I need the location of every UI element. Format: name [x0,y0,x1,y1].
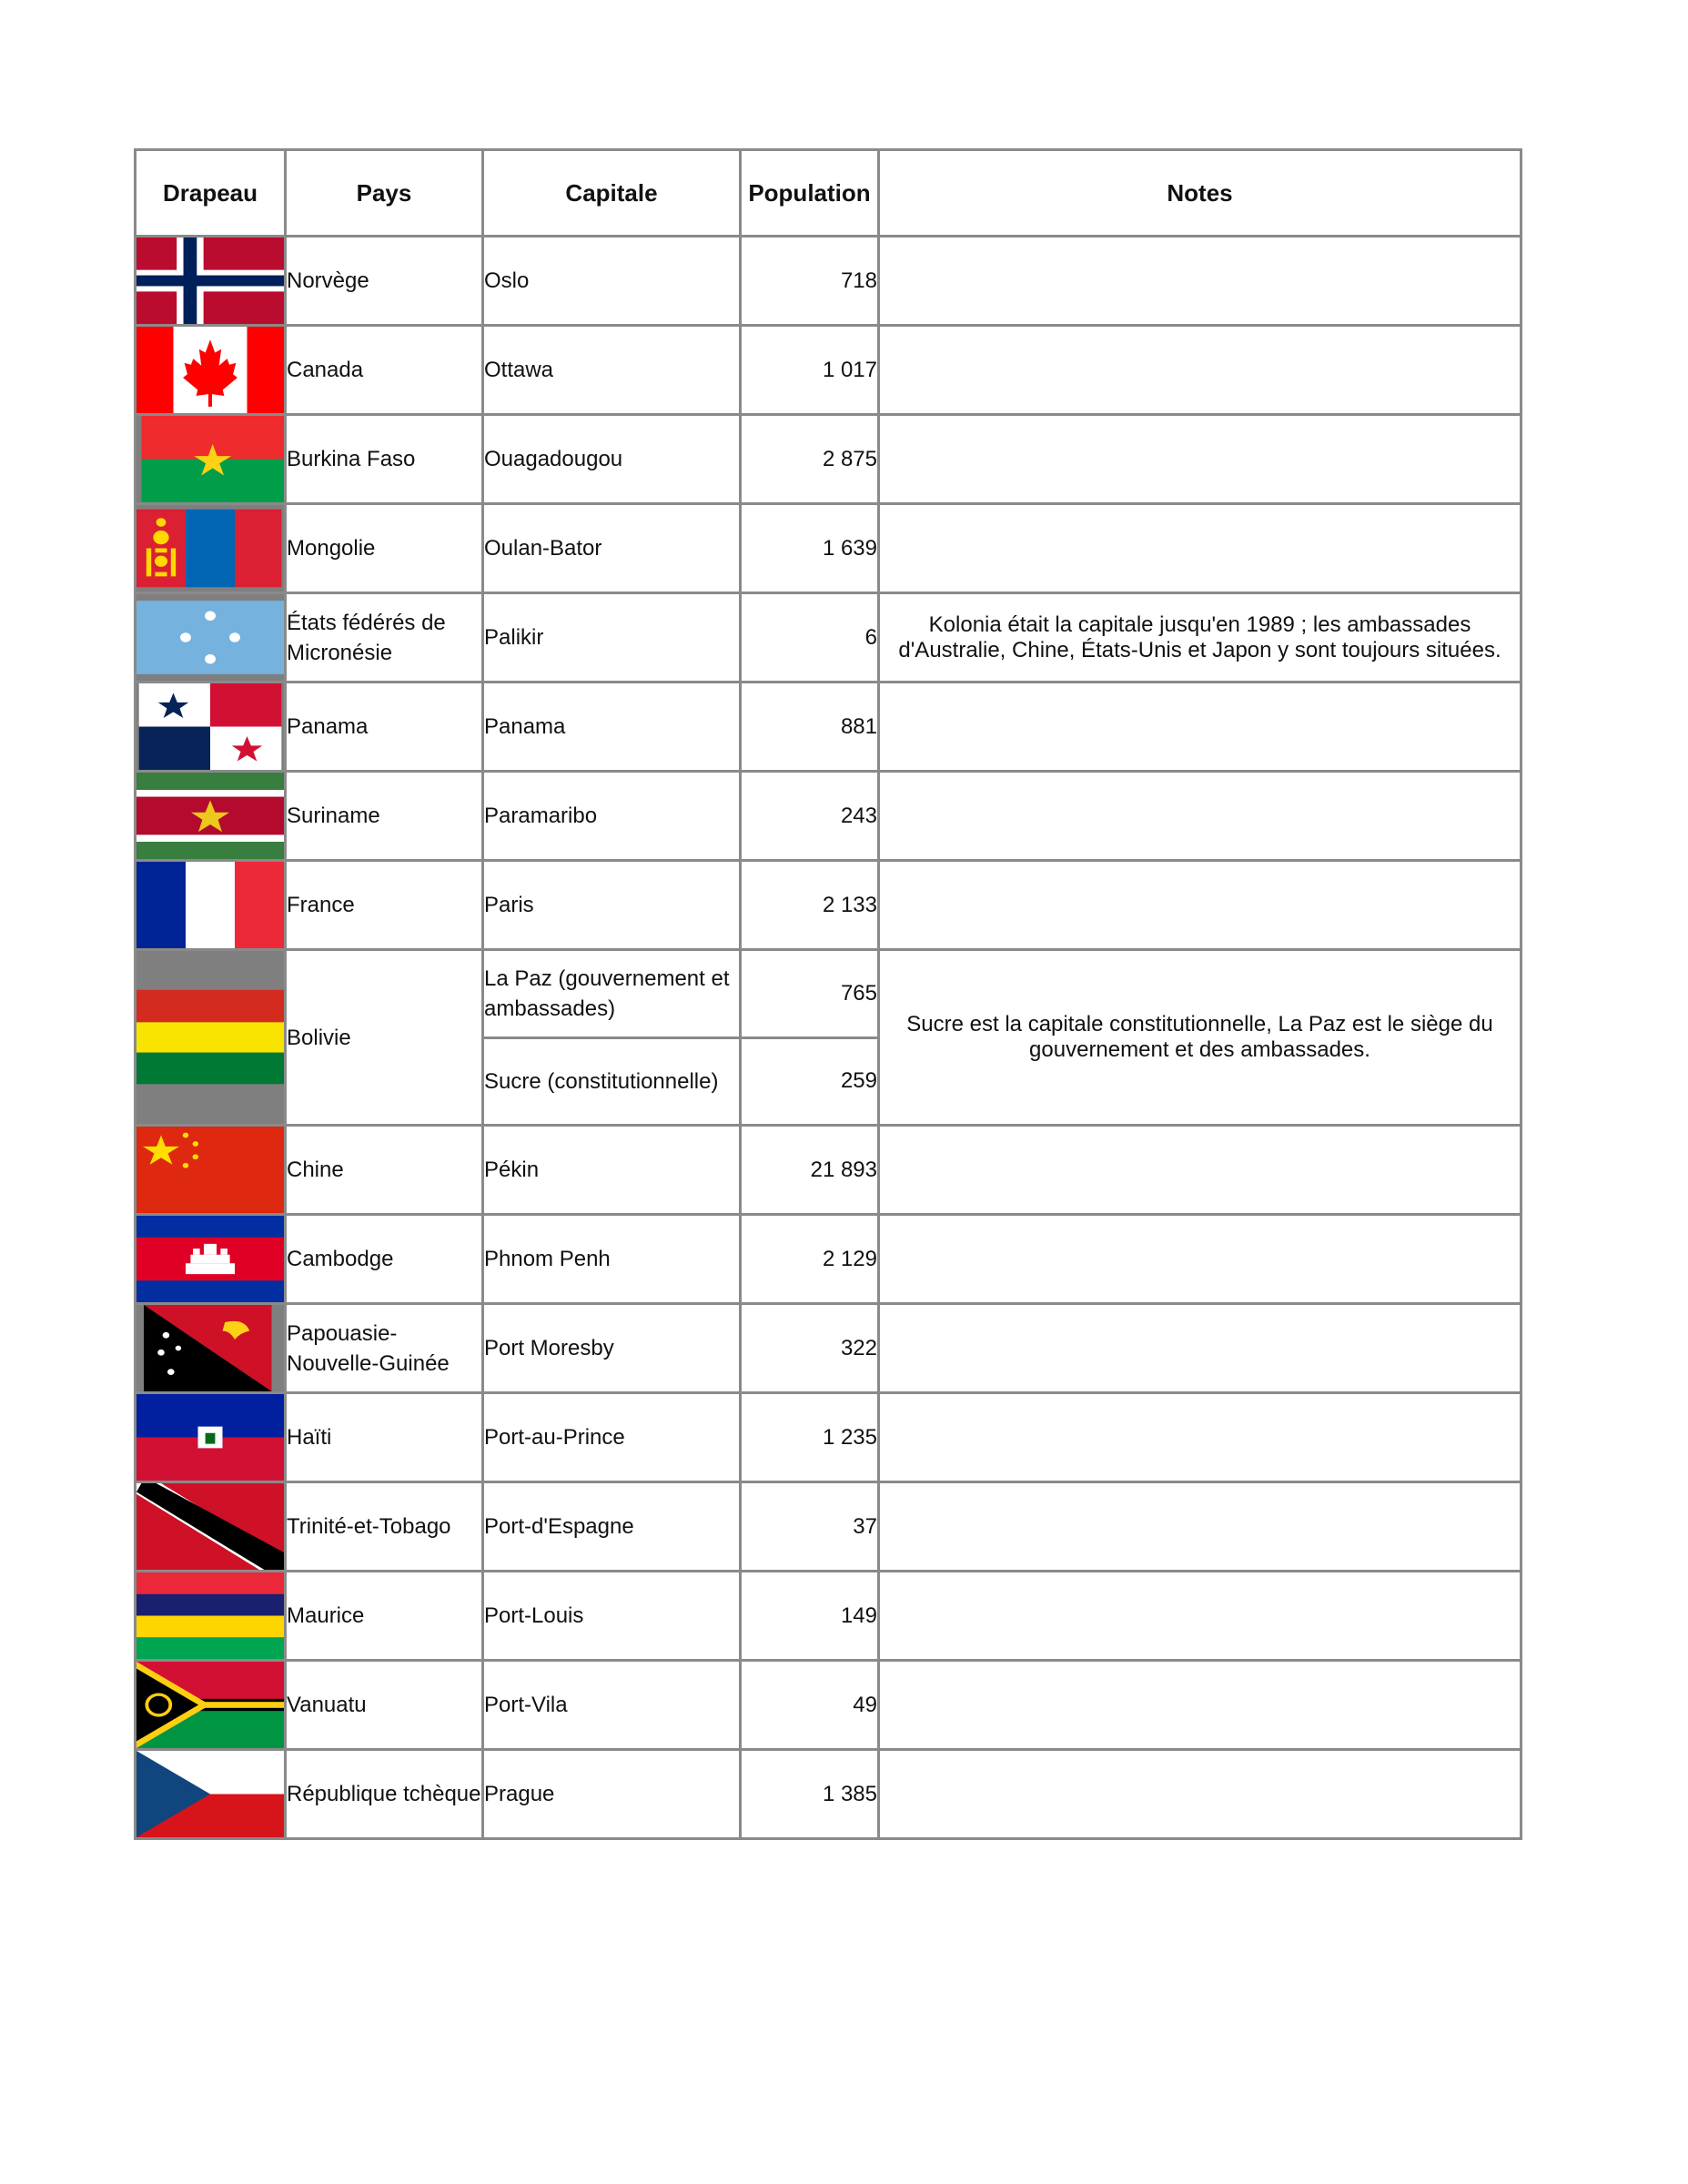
notes-cell [879,861,1521,950]
capital-cell: Phnom Penh [483,1215,741,1304]
notes-cell [879,1393,1521,1482]
notes-cell [879,772,1521,861]
header-row [136,150,1521,237]
capital-cell: Oslo [483,237,741,326]
capital-cell: Sucre (constitutionnelle) [483,1037,741,1126]
table-row [136,861,1521,950]
country-cell: Chine [286,1126,483,1215]
country-cell: Panama [286,682,483,772]
notes-cell [879,1215,1521,1304]
notes-cell [879,504,1521,593]
china-flag-icon [136,1126,286,1215]
table-row [136,1304,1521,1393]
table-row [136,1393,1521,1482]
notes-cell [879,1304,1521,1393]
capital-cell: Paris [483,861,741,950]
capital-cell: Paramaribo [483,772,741,861]
capital-cell: Port Moresby [483,1304,741,1393]
table-row [136,1572,1521,1661]
notes-cell [879,1661,1521,1750]
table-row [136,504,1521,593]
czech-republic-flag-icon [136,1750,286,1839]
country-cell: Cambodge [286,1215,483,1304]
notes-cell: Sucre est la capitale constitutionnelle, La Paz est le siège du gouvernement et des ambassades. [879,950,1521,1126]
mauritius-flag-icon [136,1572,286,1661]
table-row [136,1215,1521,1304]
capital-cell: Port-au-Prince [483,1393,741,1482]
table-row [136,950,1521,1038]
population-cell: 2 875 [741,415,879,504]
country-cell: Trinité-et-Tobago [286,1482,483,1572]
header-capital: Capitale [483,150,741,237]
country-cell: Haïti [286,1393,483,1482]
capital-cell: Port-d'Espagne [483,1482,741,1572]
table-row [136,326,1521,415]
country-cell: Suriname [286,772,483,861]
canada-flag-icon [136,326,286,415]
country-cell: Vanuatu [286,1661,483,1750]
notes-cell [879,326,1521,415]
capital-cell: Oulan-Bator [483,504,741,593]
population-cell: 1 385 [741,1750,879,1839]
header-notes: Notes [879,150,1521,237]
micronesia-flag-icon [136,593,286,682]
country-cell: Burkina Faso [286,415,483,504]
table-row [136,682,1521,772]
norway-flag-icon [136,237,286,326]
notes-cell [879,682,1521,772]
country-cell: République tchèque [286,1750,483,1839]
header-flag: Drapeau [136,150,286,237]
notes-cell [879,1750,1521,1839]
table-row [136,415,1521,504]
population-cell: 718 [741,237,879,326]
country-cell: Bolivie [286,950,483,1126]
table-row [136,593,1521,682]
country-cell: États fédérés de Micronésie [286,593,483,682]
capital-cell: Palikir [483,593,741,682]
capital-cell: La Paz (gouvernement et ambassades) [483,950,741,1038]
capital-cell: Ouagadougou [483,415,741,504]
population-cell: 1 017 [741,326,879,415]
population-cell: 149 [741,1572,879,1661]
cambodia-flag-icon [136,1215,286,1304]
table-row [136,1750,1521,1839]
mongolia-flag-icon [136,504,286,593]
population-cell: 6 [741,593,879,682]
vanuatu-flag-icon [136,1661,286,1750]
france-flag-icon [136,861,286,950]
population-cell: 1 235 [741,1393,879,1482]
capital-cell: Port-Louis [483,1572,741,1661]
country-cell: France [286,861,483,950]
notes-cell: Kolonia était la capitale jusqu'en 1989 ; les ambassades d'Australie, Chine, États-Unis et Japon y sont toujours situées. [879,593,1521,682]
capitals-table [134,148,1522,1840]
table-row [136,772,1521,861]
suriname-flag-icon [136,772,286,861]
population-cell: 881 [741,682,879,772]
haiti-flag-icon [136,1393,286,1482]
country-cell: Canada [286,326,483,415]
notes-cell [879,1572,1521,1661]
population-cell: 37 [741,1482,879,1572]
capital-cell: Prague [483,1750,741,1839]
notes-cell [879,237,1521,326]
table-row [136,1661,1521,1750]
table-row [136,237,1521,326]
population-cell: 765 [741,950,879,1038]
notes-cell [879,1126,1521,1215]
country-cell: Mongolie [286,504,483,593]
population-cell: 2 129 [741,1215,879,1304]
population-cell: 243 [741,772,879,861]
notes-cell [879,415,1521,504]
population-cell: 2 133 [741,861,879,950]
notes-cell [879,1482,1521,1572]
trinidad-tobago-flag-icon [136,1482,286,1572]
papua-new-guinea-flag-icon [136,1304,286,1393]
bolivia-flag-icon [136,950,286,1126]
header-population: Population [741,150,879,237]
table-row [136,1126,1521,1215]
population-cell: 322 [741,1304,879,1393]
population-cell: 49 [741,1661,879,1750]
country-cell: Norvège [286,237,483,326]
panama-flag-icon [136,682,286,772]
population-cell: 1 639 [741,504,879,593]
capital-cell: Ottawa [483,326,741,415]
country-cell: Papouasie-Nouvelle-Guinée [286,1304,483,1393]
header-country: Pays [286,150,483,237]
burkina-faso-flag-icon [136,415,286,504]
country-cell: Maurice [286,1572,483,1661]
population-cell: 259 [741,1037,879,1126]
capital-cell: Panama [483,682,741,772]
table-row [136,1482,1521,1572]
capital-cell: Pékin [483,1126,741,1215]
capital-cell: Port-Vila [483,1661,741,1750]
population-cell: 21 893 [741,1126,879,1215]
